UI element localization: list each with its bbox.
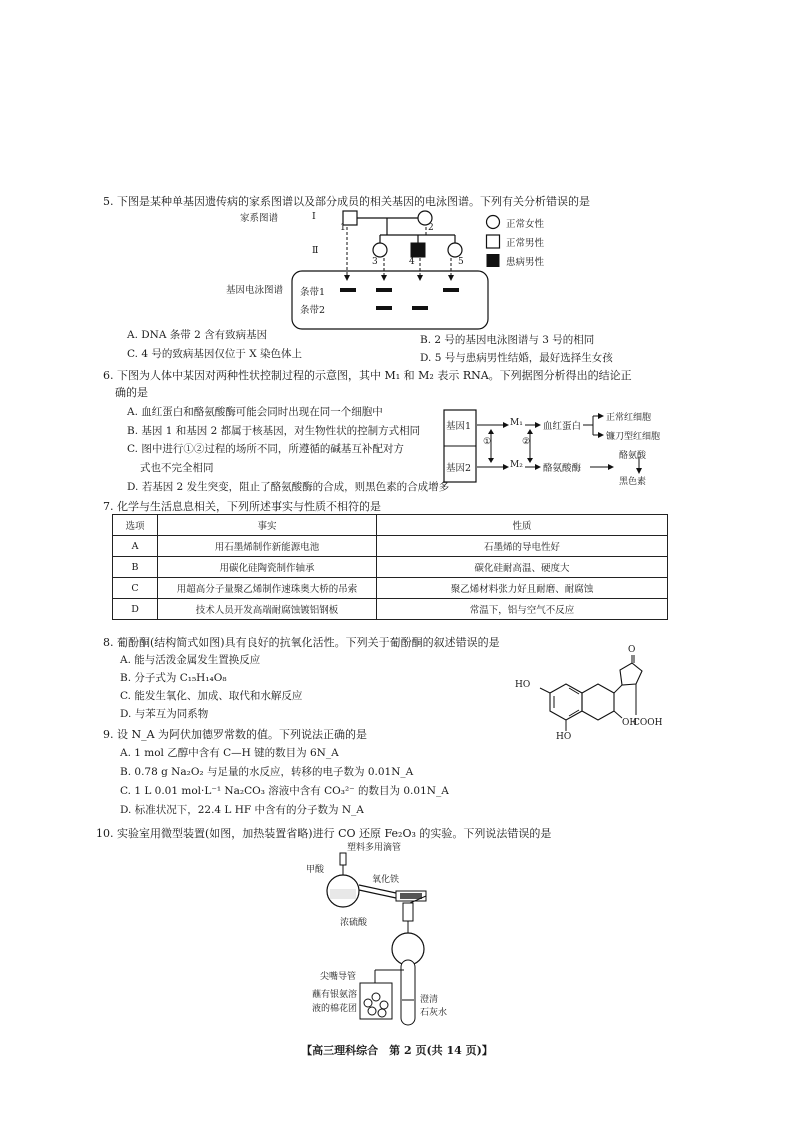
- ind-label-5: 5: [458, 257, 464, 267]
- q6-stem-line2: 确的是: [115, 386, 148, 399]
- table-row: [113, 578, 668, 599]
- q9-stem: 9. 设 N_A 为阿伏加德罗常数的值。下列说法正确的是: [103, 728, 368, 741]
- gene1-label: 基因1: [446, 421, 472, 432]
- label-formic-acid: 甲酸: [306, 865, 325, 875]
- cell-property: 碳化硅耐高温、硬度大: [377, 557, 668, 578]
- legend-symbols: [484, 214, 502, 270]
- q8-option-d: D. 与苯互为同系物: [120, 708, 209, 720]
- q5-option-a: A. DNA 条带 2 含有致病基因: [127, 329, 268, 341]
- label-ho-top: HO: [515, 680, 531, 690]
- q7-stem: 7. 化学与生活息息相关，下列所述事实与性质不相符的是: [103, 500, 381, 513]
- q8-option-a: A. 能与活泼金属发生置换反应: [120, 654, 261, 666]
- cell-option: A: [113, 536, 158, 557]
- cell-option: C: [113, 578, 158, 599]
- q6-option-c: C. 图中进行①②过程的场所不同，所遵循的碱基互补配对方: [127, 443, 404, 455]
- table-row: [113, 536, 668, 557]
- band-1-ind-1: [340, 288, 356, 292]
- legend-male-symbol: [487, 235, 500, 248]
- cell-property: 聚乙烯材料张力好且耐磨、耐腐蚀: [377, 578, 668, 599]
- generation-2-label: Ⅱ: [312, 245, 319, 256]
- q6-option-c-cont: 式也不完全相同: [140, 462, 214, 474]
- legend-affected-symbol: [487, 254, 500, 267]
- cell-option: D: [113, 599, 158, 620]
- pedigree-label: 家系图谱: [240, 213, 279, 224]
- header-option: 选项: [113, 515, 158, 536]
- grape-phenol-structure: [530, 655, 670, 755]
- q8-stem: 8. 葡酚酮(结构简式如图)具有良好的抗氧化活性。下列关于葡酚酮的叙述错误的是: [103, 636, 500, 649]
- table-header-row: [113, 515, 668, 536]
- cell-fact: 技术人员开发高端耐腐蚀镀铝钢板: [158, 599, 377, 620]
- gene2-label: 基因2: [446, 463, 472, 474]
- legend-normal-female: 正常女性: [506, 219, 545, 230]
- label-fe2o3: 氧化铁: [372, 875, 400, 885]
- q10-stem: 10. 实验室用微型装置(如图，加热装置省略)进行 CO 还原 Fe₂O₃ 的实验。下列说法错误的是: [96, 827, 552, 840]
- tyrosine-label: 酪氨酸: [619, 451, 647, 461]
- page-footer: 【高三理科综合 第 2 页(共 14 页)】: [301, 1044, 493, 1057]
- table-row: [113, 557, 668, 578]
- cell-fact: 用超高分子量聚乙烯制作速珠奥大桥的吊索: [158, 578, 377, 599]
- label-cooh: COOH: [633, 718, 663, 728]
- legend-normal-male: 正常男性: [506, 238, 545, 249]
- ind-label-1: 1: [340, 223, 346, 233]
- ind-label-2: 2: [428, 223, 434, 233]
- q6-stem-line1: 6. 下图为人体中某因对两种性状控制过程的示意图，其中 M₁ 和 M₂ 表示 RNA。下列据图分析得出的结论正: [103, 369, 632, 382]
- ind-label-3: 3: [372, 257, 378, 267]
- table-row: [113, 599, 668, 620]
- label-cotton-line1: 蘸有银氨溶: [312, 990, 358, 1000]
- band-2-label: 条带2: [300, 305, 326, 316]
- band-1-label: 条带1: [300, 287, 326, 298]
- label-cotton-line2: 液的棉花团: [312, 1004, 358, 1014]
- label-limewater-line2: 石灰水: [420, 1008, 448, 1018]
- hemoglobin-label: 血红蛋白: [543, 421, 582, 432]
- label-ho-bottom: HO: [556, 732, 572, 742]
- q5-option-b: B. 2 号的基因电泳图谱与 3 号的相同: [420, 334, 595, 346]
- melanin-label: 黑色素: [619, 477, 647, 487]
- q9-option-a: A. 1 mol 乙醇中含有 C—H 键的数目为 6N_A: [120, 747, 339, 759]
- individual-5-female: [448, 243, 462, 257]
- electrophoresis-label: 基因电泳图谱: [226, 285, 284, 296]
- tyrosinase-label: 酪氨酸酶: [543, 463, 582, 474]
- ind-label-4: 4: [409, 257, 415, 267]
- cell-property: 常温下，铝与空气不反应: [377, 599, 668, 620]
- q7-table: [112, 514, 668, 620]
- individual-4-affected-male: [411, 243, 425, 257]
- q5-option-c: C. 4 号的致病基因仅位于 X 染色体上: [127, 348, 303, 360]
- header-fact: 事实: [158, 515, 377, 536]
- label-limewater-line1: 澄清: [420, 995, 439, 1005]
- q9-option-d: D. 标准状况下，22.4 L HF 中含有的分子数为 N_A: [120, 804, 364, 816]
- q5-stem: 5. 下图是某种单基因遗传病的家系图谱以及部分成员的相关基因的电泳图谱。下列有关分析错误的是: [103, 195, 590, 208]
- normal-rbc-label: 正常红细胞: [606, 413, 652, 423]
- band-2-ind-4: [412, 306, 428, 310]
- label-oh: OH: [622, 718, 638, 728]
- cell-property: 石墨烯的导电性好: [377, 536, 668, 557]
- q8-option-b: B. 分子式为 C₁₅H₁₄O₈: [120, 672, 227, 684]
- q9-option-c: C. 1 L 0.01 mol·L⁻¹ Na₂CO₃ 溶液中含有 CO₃²⁻ 的数目为 0.01N_A: [120, 785, 449, 797]
- generation-1-label: Ⅰ: [312, 211, 316, 222]
- cell-option: B: [113, 557, 158, 578]
- cell-fact: 用碳化硅陶瓷制作轴承: [158, 557, 377, 578]
- legend-affected-male: 患病男性: [506, 257, 545, 268]
- cell-fact: 用石墨烯制作新能源电池: [158, 536, 377, 557]
- label-tip-tube: 尖嘴导管: [320, 972, 357, 982]
- band-1-ind-3: [376, 288, 392, 292]
- label-dropper: 塑料多用滴管: [347, 843, 402, 853]
- q5-option-d: D. 5 号与患病男性结婚，最好选择生女孩: [420, 352, 613, 364]
- label-conc-h2so4: 浓硫酸: [340, 918, 368, 928]
- step2-label: ②: [522, 437, 531, 447]
- header-property: 性质: [377, 515, 668, 536]
- q6-option-a: A. 血红蛋白和酪氨酸酶可能会同时出现在同一个细胞中: [127, 406, 383, 418]
- q9-option-b: B. 0.78 g Na₂O₂ 与足量的水反应，转移的电子数为 0.01N_A: [120, 766, 414, 778]
- step1-label: ①: [483, 437, 492, 447]
- q6-option-b: B. 基因 1 和基因 2 都属于核基因，对生物性状的控制方式相同: [127, 425, 421, 437]
- individual-3-female: [373, 243, 387, 257]
- m2-label: M₂: [510, 460, 523, 470]
- q6-option-d: D. 若基因 2 发生突变，阻止了酪氨酸酶的合成，则黑色素的合成增多: [127, 481, 450, 493]
- band-2-ind-3: [376, 306, 392, 310]
- m1-label: M₁: [510, 418, 523, 428]
- label-o: O: [628, 645, 636, 655]
- q8-option-c: C. 能发生氧化、加成、取代和水解反应: [120, 690, 303, 702]
- electrophoresis-box: [292, 271, 488, 329]
- legend-female-symbol: [487, 216, 500, 229]
- band-1-ind-5: [443, 288, 459, 292]
- sickle-rbc-label: 镰刀型红细胞: [606, 432, 661, 442]
